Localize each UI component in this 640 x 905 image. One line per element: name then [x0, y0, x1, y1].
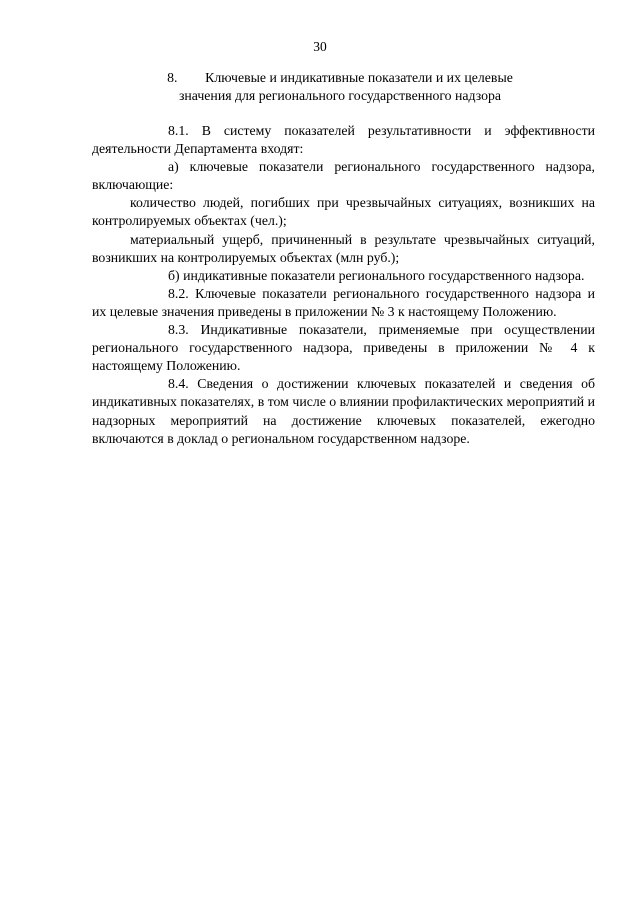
paragraph-8-2: [92, 285, 595, 321]
list-item-text: ключевые показатели регионального государственного надзора, включающие:: [92, 159, 595, 193]
section-title-line-1: Ключевые и индикативные показатели и их целевые: [205, 70, 513, 85]
list-item-b: [92, 267, 595, 285]
paragraph-8-3: [92, 321, 595, 375]
list-item-a: [92, 158, 595, 194]
paragraph-number: 8.4.: [168, 376, 189, 392]
page-number: 30: [313, 39, 327, 54]
paragraph-text: Индикативные показатели, применяемые при осуществлении регионального государственного надзора, приведены в приложении № 4 к настоящему Положению.: [92, 322, 596, 374]
list-marker: б): [168, 267, 180, 283]
list-subitem-damage: [92, 231, 595, 267]
list-marker: а): [168, 159, 179, 175]
paragraph-text: В систему показателей результативности и эффективности деятельности Департамента входят:: [92, 123, 595, 157]
section-heading-line-1: [90, 69, 590, 87]
section-heading: [90, 69, 590, 105]
list-subitem-deaths: [92, 194, 595, 230]
paragraph-number: 8.2.: [168, 285, 189, 301]
section-body: [92, 122, 595, 448]
paragraph-8-1: [92, 122, 595, 158]
list-subitem-text: материальный ущерб, причиненный в результате чрезвычайных ситуаций, возникших на контролируемых объектах (млн руб.);: [92, 231, 595, 265]
paragraph-text: Ключевые показатели регионального государственного надзора и их целевые значения приведены в приложении № 3 к настоящему Положению.: [92, 285, 595, 319]
list-item-text: индикативные показатели регионального государственного надзора.: [183, 267, 585, 283]
section-number: 8.: [167, 70, 178, 85]
paragraph-number: 8.1.: [168, 123, 189, 138]
section-title-line-2: значения для регионального государственного надзора: [178, 88, 502, 103]
paragraph-8-4: [92, 375, 595, 447]
paragraph-number: 8.3.: [168, 322, 189, 338]
paragraph-text: Сведения о достижении ключевых показателей и сведения об индикативных показателях, в том числе о влиянии профилактических мероприятий и надзорных мероприятий на достижение ключевых показателей, ежегодно включаются в доклад о региональном государственном надзоре.: [92, 376, 595, 446]
list-subitem-text: количество людей, погибших при чрезвычайных ситуациях, возникших на контролируемых объектах (чел.);: [92, 195, 595, 229]
